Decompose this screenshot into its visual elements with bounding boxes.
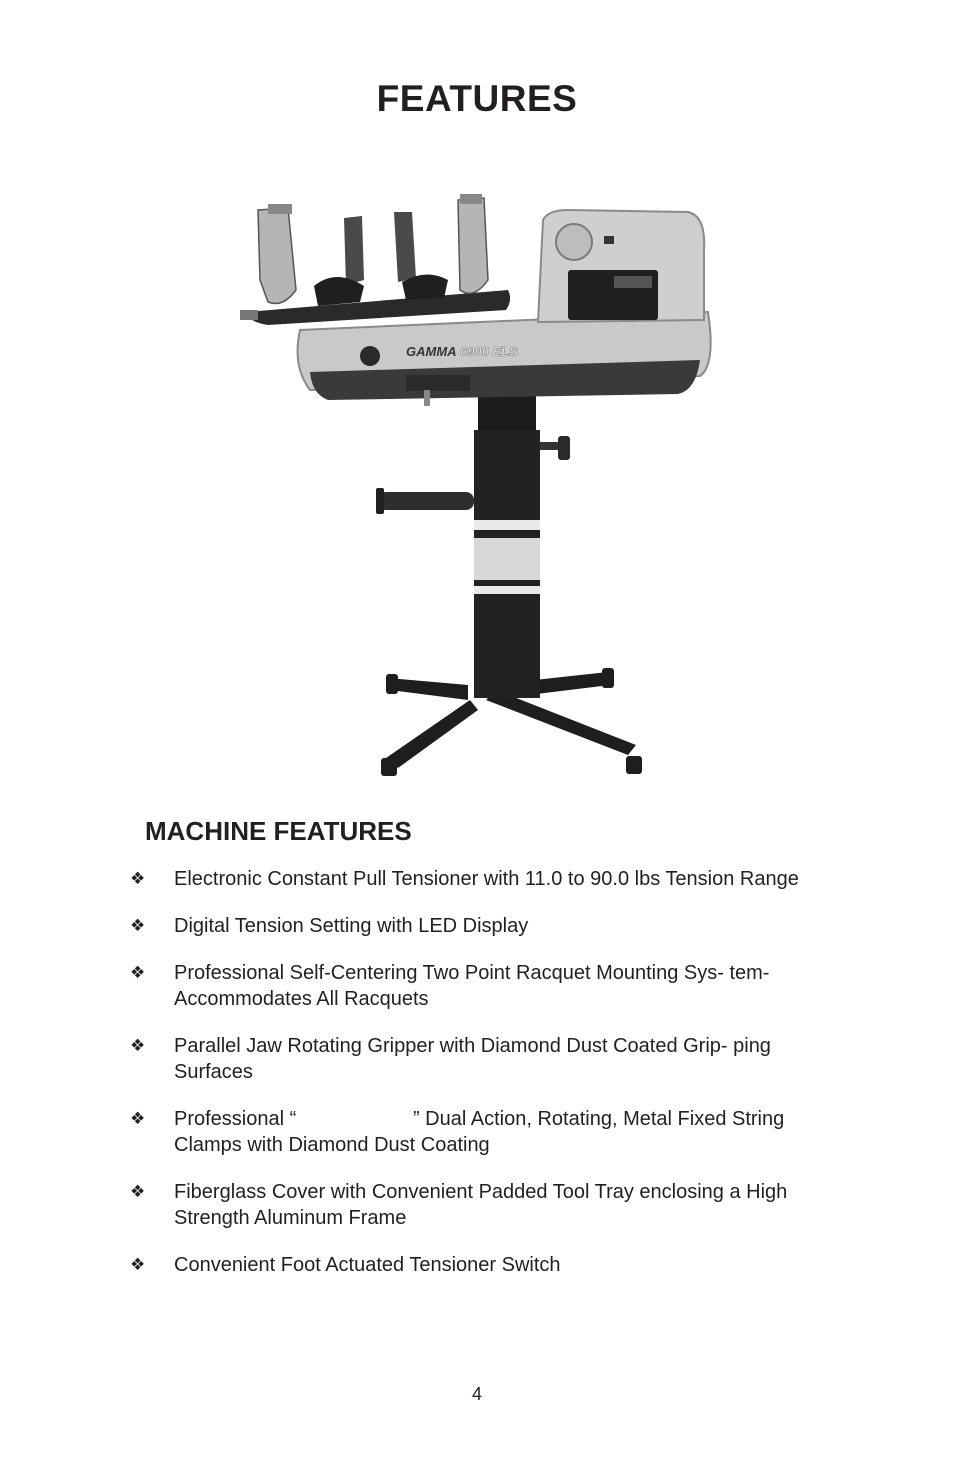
tension-head xyxy=(538,210,704,322)
list-item xyxy=(130,1252,800,1278)
bullet-icon: ❖ xyxy=(130,1109,146,1129)
bullet-icon: ❖ xyxy=(130,1255,146,1275)
feature-text: Fiberglass Cover with Convenient Padded Tool Tray enclosing a High Strength Aluminum Frame xyxy=(174,1181,788,1229)
feature-text: Parallel Jaw Rotating Gripper with Diamond Dust Coated Grip- ping Surfaces xyxy=(174,1035,771,1083)
machine-cover xyxy=(298,312,711,406)
brand-label: GAMMA xyxy=(406,344,457,359)
led-display xyxy=(614,276,652,288)
list-item xyxy=(130,1033,800,1085)
page-title: FEATURES xyxy=(376,78,578,119)
bullet-icon: ❖ xyxy=(130,1182,146,1202)
bullet-icon: ❖ xyxy=(130,1036,146,1056)
bullet-icon: ❖ xyxy=(130,916,146,936)
feature-text: Professional Self-Centering Two Point Racquet Mounting Sys- tem- Accommodates All Racquets xyxy=(174,962,770,1010)
list-item xyxy=(130,913,800,939)
model-label: 6900 ELS xyxy=(460,344,518,359)
feature-text: Electronic Constant Pull Tensioner with 11.0 to 90.0 lbs Tension Range xyxy=(174,868,799,890)
list-item xyxy=(130,960,800,1012)
feature-text: Convenient Foot Actuated Tensioner Switch xyxy=(174,1254,561,1276)
machine-column xyxy=(376,385,570,698)
list-item xyxy=(130,1179,800,1231)
bullet-icon: ❖ xyxy=(130,869,146,889)
mounting-system xyxy=(240,194,510,325)
feature-text: Professional “ ” Dual Action, Rotating, Metal Fixed String Clamps with Diamond Dust Coating xyxy=(174,1108,790,1156)
page-number: 4 xyxy=(471,1384,482,1404)
section-title: MACHINE FEATURES xyxy=(145,816,412,846)
machine-features-list xyxy=(130,866,800,1299)
bullet-icon: ❖ xyxy=(130,963,146,983)
stringing-machine-photo xyxy=(238,190,716,782)
list-item xyxy=(130,866,800,892)
list-item xyxy=(130,1106,800,1158)
feature-text: Digital Tension Setting with LED Display xyxy=(174,915,529,937)
